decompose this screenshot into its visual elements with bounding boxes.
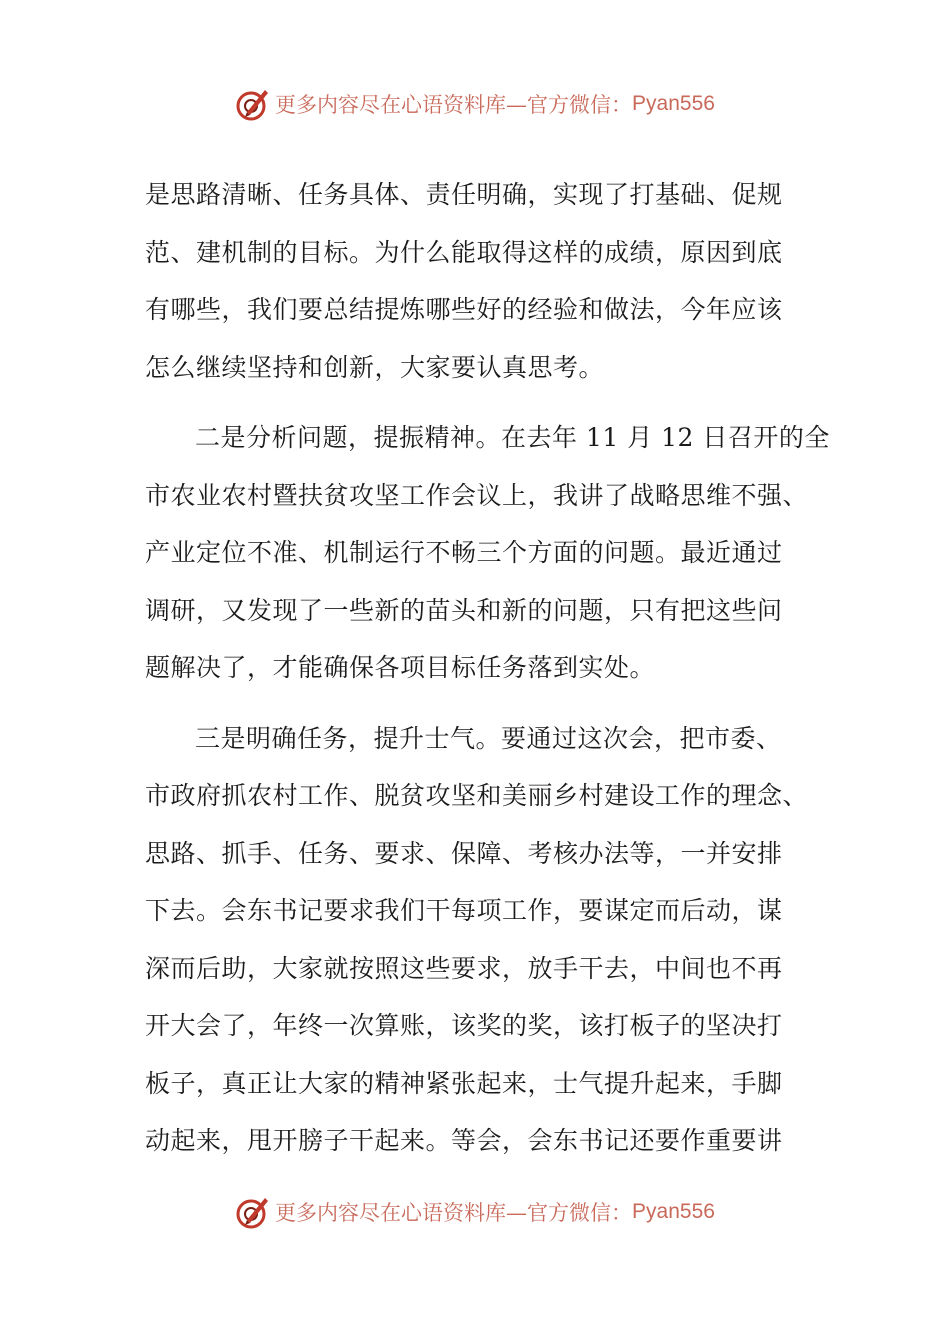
header-wechat-id: Pyan556 (632, 92, 715, 115)
text-line: 开大会了，年终一次算账，该奖的奖，该打板子的坚决打 (145, 1011, 783, 1040)
text-line: 深而后助，大家就按照这些要求，放手干去，中间也不再 (145, 953, 783, 983)
pen-logo-icon (235, 1194, 271, 1230)
paragraph (145, 710, 809, 1170)
text-line: 思路、抓手、任务、要求、保障、考核办法等，一并安排 (145, 838, 783, 868)
header-text: 更多内容尽在心语资料库—官方微信： (275, 93, 633, 117)
text-line: 怎么继续坚持和创新，大家要认真思考。 (145, 352, 605, 382)
document-body (145, 166, 830, 1170)
footer-wechat-id: Pyan556 (632, 1200, 715, 1223)
text-line: 板子，真正让大家的精神紧张起来，士气提升起来，手脚 (145, 1068, 783, 1098)
header-banner (0, 84, 950, 124)
text-line: 二是分析问题，提振精神。在去年 11 月 12 日召开的全 (195, 423, 830, 452)
text-line: 产业定位不准、机制运行不畅三个方面的问题。最近通过 (145, 538, 783, 567)
text-line: 市政府抓农村工作、脱贫攻坚和美丽乡村建设工作的理念、 (145, 781, 809, 810)
paragraph (145, 409, 830, 697)
text-line: 三是明确任务，提升士气。要通过这次会，把市委、 (195, 723, 782, 753)
text-line: 范、建机制的目标。为什么能取得这样的成绩，原因到底 (145, 237, 783, 267)
text-line: 是思路清晰、任务具体、责任明确，实现了打基础、促规 (145, 180, 783, 209)
footer-text: 更多内容尽在心语资料库—官方微信： (275, 1201, 633, 1225)
pen-logo-icon (235, 86, 271, 122)
footer-banner (0, 1192, 950, 1232)
text-line: 题解决了，才能确保各项目标任务落到实处。 (145, 653, 656, 682)
text-line: 调研，又发现了一些新的苗头和新的问题，只有把这些问 (145, 595, 783, 625)
text-line: 动起来，甩开膀子干起来。等会，会东书记还要作重要讲 (145, 1126, 783, 1155)
text-line: 市农业农村暨扶贫攻坚工作会议上，我讲了战略思维不强、 (145, 480, 809, 510)
text-line: 有哪些，我们要总结提炼哪些好的经验和做法，今年应该 (145, 295, 783, 324)
paragraph (145, 166, 805, 396)
text-line: 下去。会东书记要求我们干每项工作，要谋定而后动，谋 (145, 896, 783, 925)
